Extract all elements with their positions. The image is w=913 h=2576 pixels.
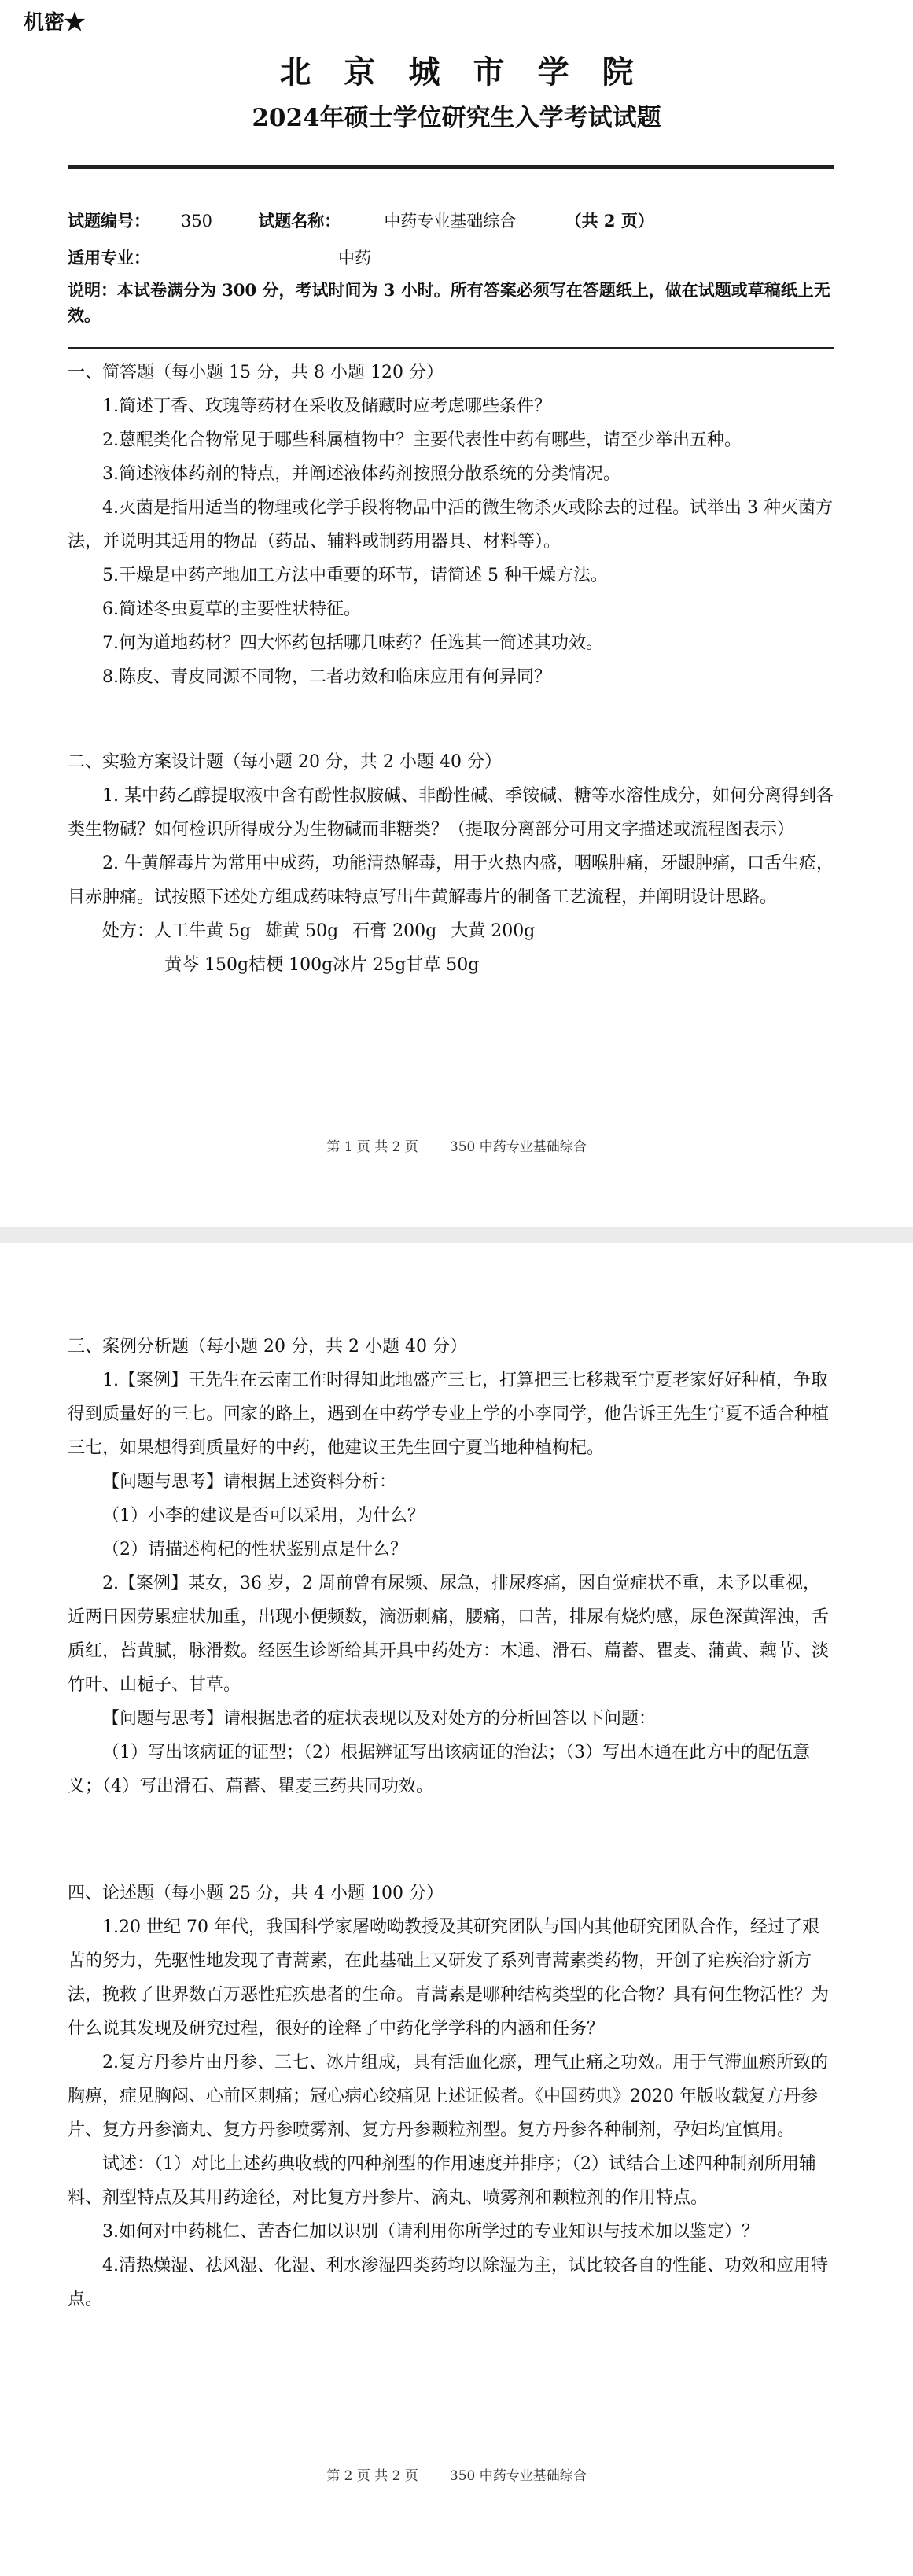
exam-page-1 [0,0,913,1227]
page-count: （共 2 页） [565,211,654,231]
major-value: 中药 [150,245,559,271]
formula-herb: 石膏 200g [352,921,437,941]
question-4-2: 2.复方丹参片由丹参、三七、冰片组成，具有活血化瘀，理气止痛之功效。用于气滞血瘀所致的胸痹，症见胸闷、心前区刺痛；冠心病心绞痛见上述证候者。《中国药典》2020 年版收载复方丹参片、复方丹参滴丸、复方丹参喷雾剂、复方丹参颗粒剂型。复方丹参各种制剂，孕妇均宜慎用。 [68,2053,828,2140]
major-row [68,245,559,271]
question-1-4: 4.灭菌是指用适当的物理或化学手段将物品中活的微生物杀灭或除去的过程。试举出 3 种灭菌方法，并说明其适用的物品（药品、辅料或制药用器具、材料等）。 [68,498,833,552]
question-1-2: 2.蒽醌类化合物常见于哪些科属植物中？主要代表性中药有哪些，请至少举出五种。 [102,430,742,450]
formula-row-1 [68,914,834,948]
question-1-7: 7.何为道地药材？四大怀药包括哪几味药？任选其一简述其功效。 [102,633,603,653]
formula-herb: 人工牛黄 5g [154,921,252,941]
info-divider [68,347,834,349]
case-2-question-title: 【问题与思考】请根据患者的症状表现以及对处方的分析回答以下问题： [102,1709,657,1729]
question-1-3: 3.简述液体药剂的特点，并阐述液体药剂按照分散系统的分类情况。 [102,464,620,484]
formula-herb: 冰片 25g [333,955,407,975]
exam-code-row [68,209,654,234]
section-1 [68,356,834,694]
school-name: 北京城市学院 [279,54,667,90]
question-2-2: 2. 牛黄解毒片为常用中成药，功能清热解毒，用于火热内盛，咽喉肿痛，牙龈肿痛，口舌生疮，目赤肿痛。试按照下述处方组成药味特点写出牛黄解毒片的制备工艺流程，并阐明设计思路。 [68,854,834,907]
formula-herb: 大黄 200g [451,921,536,941]
question-4-4: 4.清热燥湿、祛风湿、化湿、利水渗湿四类药均以除湿为主，试比较各自的性能、功效和应用特点。 [68,2256,828,2309]
page-number: 第 2 页 共 2 页 [326,2468,418,2484]
formula-herb: 黄芩 150g [164,955,249,975]
section-1-heading: 一、简答题（每小题 15 分，共 8 小题 120 分） [68,363,444,382]
page-gap [0,1227,913,1243]
question-1-8: 8.陈皮、青皮同源不同物，二者功效和临床应用有何异同？ [102,667,551,687]
formula-herb: 甘草 50g [406,955,480,975]
confidential-mark: 机密★ [24,11,86,35]
question-1-6: 6.简述冬虫夏草的主要性状特征。 [102,600,361,619]
question-1-1: 1.简述丁香、玫瑰等药材在采收及储藏时应考虑哪些条件？ [102,397,551,416]
exam-note: 说明：本试卷满分为 300 分，考试时间为 3 小时。所有答案必须写在答题纸上，做在试题或草稿纸上无效。 [68,280,830,325]
footer-subject: 350 中药专业基础综合 [449,2468,587,2484]
section-4 [68,1877,834,2316]
case-1-question-1: （1）小李的建议是否可以采用，为什么？ [102,1506,425,1526]
question-4-2-tasks: 试述：（1）对比上述药典收载的四种剂型的作用速度并排序；（2）试结合上述四种制剂所用辅料、剂型特点及其用药途径，对比复方丹参片、滴丸、喷雾剂和颗粒剂的作用特点。 [68,2154,816,2208]
formula-herb: 雄黄 50g [265,921,339,941]
section-2-heading: 二、实验方案设计题（每小题 20 分，共 2 小题 40 分） [68,752,502,772]
formula-label: 处方： [102,921,155,941]
page-2-footer [0,2464,913,2484]
question-1-5: 5.干燥是中药产地加工方法中重要的环节，请简述 5 种干燥方法。 [102,566,608,585]
exam-title: 2024年硕士学位研究生入学考试试题 [252,104,661,132]
section-3-heading: 三、案例分析题（每小题 20 分，共 2 小题 40 分） [68,1337,467,1356]
case-2: 2.【案例】某女，36 岁，2 周前曾有尿频、尿急，排尿疼痛，因自觉症状不重，未予以重视，近两日因劳累症状加重，出现小便频数，滴沥刺痛，腰痛，口苦，排尿有烧灼感，尿色深黄浑浊，舌质红，苔黄腻，脉滑数。经医生诊断给其开具中药处方：木通、滑石、萹蓄、瞿麦、蒲黄、藕节、淡竹叶、山栀子、甘草。 [68,1574,830,1695]
exam-page-2 [0,1243,913,2576]
page-number: 第 1 页 共 2 页 [326,1139,418,1155]
section-4-heading: 四、论述题（每小题 25 分，共 4 小题 100 分） [68,1884,444,1903]
case-1: 1.【案例】王先生在云南工作时得知此地盛产三七，打算把三七移栽至宁夏老家好好种植，争取得到质量好的三七。回家的路上，遇到在中药学专业上学的小李同学，他告诉王先生宁夏不适合种植三七，如果想得到质量好的中药，他建议王先生回宁夏当地种植枸杞。 [68,1371,830,1458]
code-label: 试题编号： [68,211,150,231]
header-divider [68,165,834,169]
formula-row-2 [68,948,834,982]
question-4-1: 1.20 世纪 70 年代，我国科学家屠呦呦教授及其研究团队与国内其他研究团队合作，经过了艰苦的努力，先驱性地发现了青蒿素，在此基础上又研发了系列青蒿素类药物，开创了疟疾治疗新方法，挽救了世界数百万恶性疟疾患者的生命。青蒿素是哪种结构类型的化合物？具有何生物活性？为什么说其发现及研究过程，很好的诠释了中药化学学科的内涵和任务？ [68,1917,830,2039]
case-2-question-body: （1）写出该病证的证型；（2）根据辨证写出该病证的治法；（3）写出木通在此方中的配伍意义；（4）写出滑石、萹蓄、瞿麦三药共同功效。 [68,1743,810,1796]
exam-code: 350 [150,209,243,234]
page-1-footer [0,1135,913,1155]
name-label: 试题名称： [258,211,341,231]
exam-name: 中药专业基础综合 [341,209,559,234]
formula-herb: 桔梗 100g [248,955,333,975]
major-label: 适用专业： [68,248,150,268]
case-1-question-2: （2）请描述枸杞的性状鉴别点是什么？ [102,1540,407,1559]
footer-subject: 350 中药专业基础综合 [449,1139,587,1155]
case-1-question-title: 【问题与思考】请根据上述资料分析： [102,1472,397,1492]
question-4-3: 3.如何对中药桃仁、苦杏仁加以识别（请利用你所学过的专业知识与技术加以鉴定）？ [102,2222,759,2242]
question-2-1: 1. 某中药乙醇提取液中含有酚性叔胺碱、非酚性碱、季铵碱、糖等水溶性成分，如何分离得到各类生物碱？如何检识所得成分为生物碱而非糖类？（提取分离部分可用文字描述或流程图表示） [68,786,834,840]
section-2 [68,745,834,982]
section-3 [68,1330,834,1803]
